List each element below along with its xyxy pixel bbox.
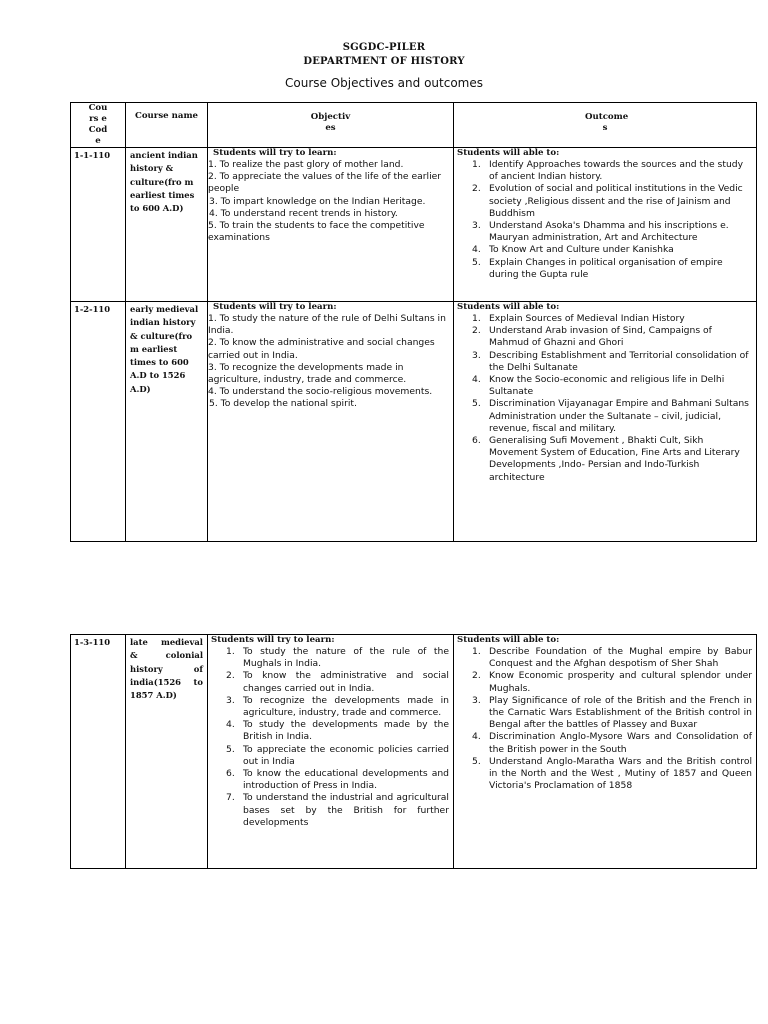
list-item-text: To recognize the developments made in agriculture, industry, trade and commerce.: [243, 694, 449, 719]
objectives-lead: Students will try to learn:: [213, 148, 337, 158]
list-item: 2. To know the administrative and social changes carried out in India.: [208, 337, 435, 361]
header-outcomes-text: Outcome s: [585, 112, 629, 133]
list-item-text: Describing Establishment and Territorial consolidation of the Delhi Sultanate: [489, 349, 749, 373]
course-name: late medieval & colonial history of india(1526 to 1857 A.D): [126, 635, 208, 869]
list-item-text: Play Significance of role of the British and the French in the Carnatic Wars Establishment of the British control in Bengal after the battles of Plassey and Buxar: [489, 694, 752, 731]
outcomes-list: [454, 646, 756, 792]
objectives-list: [208, 646, 453, 829]
outcomes-list: [454, 313, 756, 484]
list-item: 5. To appreciate the economic policies carried out in India: [226, 743, 449, 767]
course-code: 1-1-110: [71, 148, 126, 302]
course-table-2: [70, 634, 757, 869]
table-header-row: [71, 103, 757, 148]
list-item: 2. To know the administrative and social changes carried out in India.: [226, 670, 449, 694]
list-item: 4. Discrimination Anglo-Mysore Wars and Consolidation of the British power in the South: [472, 731, 752, 755]
list-item: 5. Understand Anglo-Maratha Wars and the British control in the North and the West , Mutiny of 1857 and Queen Victoria's Proclamation of 1858: [472, 755, 752, 792]
course-name: early medieval indian history & culture(fro m earliest times to 600 A.D to 1526 A.D): [126, 302, 208, 542]
objectives-cell: [208, 302, 454, 542]
outcomes-cell: [454, 635, 757, 869]
objectives-lead: Students will try to learn:: [213, 302, 337, 312]
course-name: ancient indian history & culture(fro m earliest times to 600 A.D): [126, 148, 208, 302]
course-code: 1-3-110: [71, 635, 126, 869]
table-row: [71, 635, 757, 869]
list-item-text: Understand Arab invasion of Sind, Campaigns of Mahmud of Ghazni and Ghori: [489, 325, 712, 349]
list-item: 1. Identify Approaches towards the sources and the study of ancient Indian history.: [472, 159, 744, 183]
list-item-text: Identify Approaches towards the sources and the study of ancient Indian history.: [489, 159, 744, 183]
header-course-name: [126, 103, 208, 148]
outcomes-lead: Students will able to:: [457, 302, 560, 312]
list-item: 3. Play Significance of role of the British and the French in the Carnatic Wars Establishment of the British control in Bengal after the battles of Plassey and Buxar: [472, 694, 752, 731]
outcomes-lead: Students will able to:: [457, 148, 560, 158]
list-item: 1. To study the nature of the rule of Delhi Sultans in India.: [208, 313, 446, 337]
list-item: 5. To develop the national spirit.: [209, 398, 357, 410]
list-item-text: Explain Sources of Medieval Indian History: [489, 313, 685, 324]
list-item: 7. To understand the industrial and agricultural bases set by the British for further developments: [226, 792, 449, 828]
outcomes-cell: [454, 148, 757, 302]
department-name: DEPARTMENT OF HISTORY: [303, 56, 465, 67]
objectives-cell: [208, 635, 454, 869]
college-name: SGGDC-PILER: [342, 42, 426, 53]
list-item: 3. Understand Asoka's Dhamma and his inscriptions e. Mauryan administration, Art and Architecture: [472, 220, 729, 244]
list-item: 5. Discrimination Vijayanagar Empire and Bahmani Sultans Administration under the Sultanate – civil, judicial, revenue, fiscal and military.: [472, 398, 749, 434]
list-item: 2. Evolution of social and political institutions in the Vedic society ,Religious dissent and the rise of Jainism and Buddhism: [472, 183, 743, 219]
header-objectives: [208, 103, 454, 148]
list-item: 4. To understand recent trends in history.: [209, 207, 398, 219]
list-item-text: To Know Art and Culture under Kanishka: [489, 244, 674, 256]
objectives-cell: [208, 148, 454, 302]
list-item-text: Generalising Sufi Movement , Bhakti Cult, Sikh Movement System of Education, Fine Arts and Literary Developments ,Indo- Persian and Indo-Turkish architecture: [489, 435, 740, 483]
list-item: 4. To Know Art and Culture under Kanishka: [472, 244, 674, 256]
list-item: 1. To realize the past glory of mother land.: [208, 159, 404, 170]
list-item: 3. Describing Establishment and Territorial consolidation of the Delhi Sultanate: [472, 349, 749, 373]
list-item: 6. Generalising Sufi Movement , Bhakti Cult, Sikh Movement System of Education, Fine Arts and Literary Developments ,Indo- Persian and Indo-Turkish architecture: [472, 435, 740, 483]
header-course-name-text: Course name: [134, 111, 199, 121]
list-item: 3. To recognize the developments made in agriculture, industry, trade and commerce.: [208, 361, 407, 386]
list-item-text: Know Economic prosperity and cultural splendor under Mughals.: [489, 670, 752, 694]
course-table-1: [70, 102, 757, 542]
header-course-code-text: Cours e Code: [88, 103, 108, 146]
list-item-text: Describe Foundation of the Mughal empire by Babur Conquest and the Afghan despotism of Sher Shah: [489, 646, 752, 670]
list-item-text: Understand Anglo-Maratha Wars and the British control in the North and the West , Mutiny of 1857 and Queen Victoria's Proclamation of 1858: [489, 755, 752, 792]
list-item-text: To understand the industrial and agricultural bases set by the British for further developments: [243, 792, 449, 828]
list-item: 4. To study the developments made by the British in India.: [226, 719, 449, 743]
list-item: 3. To impart knowledge on the Indian Heritage.: [209, 195, 426, 207]
list-item: 2. Know Economic prosperity and cultural splendor under Mughals.: [472, 670, 752, 694]
header-outcomes: [454, 103, 757, 148]
list-item-text: Evolution of social and political institutions in the Vedic society ,Religious dissent and the rise of Jainism and Buddhism: [489, 183, 743, 219]
list-item-text: Discrimination Anglo-Mysore Wars and Consolidation of the British power in the South: [489, 731, 752, 755]
table-row: [71, 148, 757, 302]
list-item: 2. Understand Arab invasion of Sind, Campaigns of Mahmud of Ghazni and Ghori: [472, 325, 712, 349]
list-item-text: Discrimination Vijayanagar Empire and Bahmani Sultans Administration under the Sultanate – civil, judicial, revenue, fiscal and military.: [489, 398, 749, 434]
list-item: 3. To recognize the developments made in agriculture, industry, trade and commerce.: [226, 694, 449, 719]
list-item: 4. To understand the socio-religious movements.: [208, 386, 433, 398]
list-item-text: Know the Socio-economic and religious life in Delhi Sultanate: [489, 374, 725, 398]
list-item-text: To know the administrative and social changes carried out in India.: [243, 670, 449, 694]
list-item-text: Understand Asoka's Dhamma and his inscriptions e. Mauryan administration, Art and Architecture: [489, 220, 729, 244]
list-item: 5. Explain Changes in political organisation of empire during the Gupta rule: [472, 256, 723, 280]
list-item: 1. Describe Foundation of the Mughal empire by Babur Conquest and the Afghan despotism of Sher Shah: [472, 646, 752, 670]
header-objectives-text: Objectiv es: [310, 112, 351, 133]
list-item-text: Explain Changes in political organisation of empire during the Gupta rule: [489, 256, 723, 280]
course-code: 1-2-110: [71, 302, 126, 542]
document-title: Course Objectives and outcomes: [285, 76, 483, 90]
outcomes-list: [454, 159, 756, 281]
objectives-lead: Students will try to learn:: [211, 635, 335, 645]
outcomes-lead: Students will able to:: [457, 635, 560, 645]
list-item: 1. Explain Sources of Medieval Indian History: [472, 313, 685, 324]
list-item: 5. To train the students to face the competitive examinations: [208, 220, 425, 244]
objectives-list: [208, 159, 453, 244]
list-item-text: To know the educational developments and introduction of Press in India.: [243, 768, 449, 792]
list-item: 4. Know the Socio-economic and religious life in Delhi Sultanate: [472, 374, 725, 398]
header-course-code: [71, 103, 126, 148]
list-item-text: To study the nature of the rule of the Mughals in India.: [243, 646, 449, 670]
outcomes-cell: [454, 302, 757, 542]
list-item: 6. To know the educational developments and introduction of Press in India.: [226, 768, 449, 792]
list-item: 1. To study the nature of the rule of the Mughals in India.: [226, 646, 449, 670]
list-item: 2. To appreciate the values of the life of the earlier people: [208, 171, 442, 195]
objectives-list: [208, 313, 453, 411]
list-item-text: To study the developments made by the British in India.: [243, 719, 449, 743]
table-row: [71, 302, 757, 542]
list-item-text: To appreciate the economic policies carried out in India: [243, 743, 449, 767]
